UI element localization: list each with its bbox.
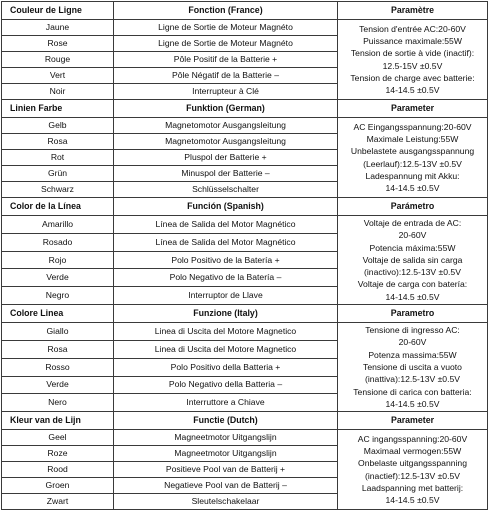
wire-color-cell: Verde: [2, 269, 114, 287]
column-header-parameter: Parámetro: [338, 198, 488, 216]
parameter-line: Tensione di uscita a vuoto: [363, 361, 462, 372]
wire-color-cell: Rood: [2, 462, 114, 478]
wire-color-cell: Rosado: [2, 233, 114, 251]
function-cell: Pôle Négatif de la Batterie –: [114, 68, 338, 84]
parameter-line: AC ingangsspanning:20-60V: [357, 433, 468, 444]
parameter-line: (inattiva):12.5-13V ±0.5V: [364, 374, 460, 385]
table-row: [2, 216, 488, 234]
column-header-parameter: Parameter: [338, 412, 488, 430]
wire-color-cell: Roze: [2, 446, 114, 462]
parameter-line: Tension de sortie à vide (inactif):: [350, 48, 475, 59]
column-header-color: Couleur de Ligne: [2, 2, 114, 20]
wire-color-cell: Groen: [2, 478, 114, 494]
table-row: [2, 323, 488, 341]
wire-color-cell: Nero: [2, 394, 114, 412]
parameter-line: Maximale Leistung:55W: [366, 133, 459, 144]
function-cell: Magneetmotor Uitgangslijn: [114, 446, 338, 462]
parameter-line: Tensione di ingresso AC:: [365, 325, 460, 336]
function-cell: Polo Positivo della Batteria +: [114, 358, 338, 376]
function-cell: Magneetmotor Uitgangslijn: [114, 430, 338, 446]
wire-color-cell: Vert: [2, 68, 114, 84]
function-cell: Polo Negativo de la Batería –: [114, 269, 338, 287]
function-cell: Interrupteur à Clé: [114, 84, 338, 100]
column-header-parameter: Parameter: [338, 100, 488, 118]
parameter-line: Tension d'entrée AC:20-60V: [359, 23, 466, 34]
function-cell: Línea de Salida del Motor Magnético: [114, 216, 338, 234]
column-header-function: Funktion (German): [114, 100, 338, 118]
function-cell: Linea di Uscita del Motore Magnetico: [114, 323, 338, 341]
parameter-line: Unbelastete ausgangsspannung: [350, 146, 475, 157]
function-cell: Interruttore a Chiave: [114, 394, 338, 412]
section-header-row: [2, 198, 488, 216]
parameter-line: Tensione di carica con batteria:: [353, 386, 472, 397]
wire-color-cell: Giallo: [2, 323, 114, 341]
parameter-line: Voltaje de entrada de AC:: [363, 218, 462, 228]
wire-color-cell: Noir: [2, 84, 114, 100]
parameter-line: (inactief):12.5-13V ±0.5V: [364, 470, 460, 481]
wire-color-cell: Schwarz: [2, 182, 114, 198]
wire-color-cell: Rosa: [2, 134, 114, 150]
parameter-line: 12.5-15V ±0.5V: [382, 60, 443, 71]
table-row: [2, 430, 488, 446]
function-cell: Minuspol der Batterie –: [114, 166, 338, 182]
function-cell: Magnetomotor Ausgangsleitung: [114, 118, 338, 134]
section-header-row: [2, 100, 488, 118]
function-cell: Positieve Pool van de Batterij +: [114, 462, 338, 478]
column-header-parameter: Paramètre: [338, 2, 488, 20]
function-cell: Magnetomotor Ausgangsleitung: [114, 134, 338, 150]
table-row: [2, 20, 488, 36]
function-cell: Polo Positivo de la Batería +: [114, 251, 338, 269]
parameter-line: Potenza massima:55W: [368, 349, 457, 360]
parameter-line: 14-14.5 ±0.5V: [385, 291, 440, 302]
parameter-line: Maximaal vermogen:55W: [363, 446, 462, 457]
function-cell: Polo Negativo della Batteria –: [114, 376, 338, 394]
wire-color-cell: Rosa: [2, 340, 114, 358]
parameter-line: 14-14.5 ±0.5V: [385, 183, 440, 194]
function-cell: Ligne de Sortie de Moteur Magnéto: [114, 20, 338, 36]
parameter-line: Voltaje de salida sin carga: [362, 254, 463, 265]
section-header-row: [2, 305, 488, 323]
column-header-parameter: Parametro: [338, 305, 488, 323]
parameter-line: 14-14.5 ±0.5V: [385, 398, 440, 409]
function-cell: Linea di Uscita del Motore Magnetico: [114, 340, 338, 358]
parameter-line: Onbelaste uitgangsspanning: [358, 458, 467, 469]
function-cell: Línea de Salida del Motor Magnético: [114, 233, 338, 251]
column-header-function: Fonction (France): [114, 2, 338, 20]
wire-color-cell: Verde: [2, 376, 114, 394]
parameter-cell: [338, 430, 488, 510]
parameter-cell: [338, 323, 488, 412]
parameter-line: Voltaje de carga con batería:: [357, 279, 468, 290]
parameter-cell: [338, 118, 488, 198]
function-cell: Schlüsselschalter: [114, 182, 338, 198]
parameter-line: Tension de charge avec batterie:: [350, 72, 475, 83]
function-cell: Sleutelschakelaar: [114, 494, 338, 510]
wire-color-cell: Gelb: [2, 118, 114, 134]
parameter-line: Puissance maximale:55W: [363, 35, 462, 46]
wire-color-cell: Geel: [2, 430, 114, 446]
wire-color-cell: Negro: [2, 287, 114, 305]
parameter-cell: [338, 216, 488, 305]
wire-color-cell: Rojo: [2, 251, 114, 269]
wire-color-cell: Amarillo: [2, 216, 114, 234]
wire-color-cell: Grün: [2, 166, 114, 182]
function-cell: Negatieve Pool van de Batterij –: [114, 478, 338, 494]
parameter-line: (Leerlauf):12.5-13V ±0.5V: [363, 158, 462, 169]
parameter-line: 20-60V: [398, 337, 427, 348]
parameter-line: (inactivo):12.5-13V ±0.5V: [364, 267, 461, 278]
parameter-line: 14-14.5 ±0.5V: [385, 85, 440, 96]
column-header-color: Linien Farbe: [2, 100, 114, 118]
wire-color-cell: Jaune: [2, 20, 114, 36]
column-header-color: Color de la Línea: [2, 198, 114, 216]
function-cell: Pôle Positif de la Batterie +: [114, 52, 338, 68]
parameter-line: Laadspanning met batterij:: [361, 482, 464, 493]
section-header-row: [2, 2, 488, 20]
wire-color-cell: Rosso: [2, 358, 114, 376]
wire-color-cell: Rot: [2, 150, 114, 166]
column-header-function: Función (Spanish): [114, 198, 338, 216]
wire-color-cell: Rose: [2, 36, 114, 52]
section-header-row: [2, 412, 488, 430]
wire-color-cell: Rouge: [2, 52, 114, 68]
parameter-line: 20-60V: [398, 230, 427, 241]
parameter-line: Ladespannung mit Akku:: [365, 170, 460, 181]
parameter-cell: [338, 20, 488, 100]
column-header-color: Colore Linea: [2, 305, 114, 323]
spec-sheet: [0, 1, 488, 507]
wire-color-cell: Zwart: [2, 494, 114, 510]
column-header-function: Functie (Dutch): [114, 412, 338, 430]
column-header-function: Funzione (Italy): [114, 305, 338, 323]
parameter-line: Potencia máxima:55W: [369, 242, 456, 253]
parameter-line: AC Eingangsspannung:20-60V: [353, 121, 472, 132]
column-header-color: Kleur van de Lijn: [2, 412, 114, 430]
function-cell: Pluspol der Batterie +: [114, 150, 338, 166]
function-cell: Interruptor de Llave: [114, 287, 338, 305]
parameter-line: 14-14.5 ±0.5V: [385, 495, 440, 506]
function-cell: Ligne de Sortie de Moteur Magnéto: [114, 36, 338, 52]
wire-color-table: [1, 1, 488, 510]
table-row: [2, 118, 488, 134]
